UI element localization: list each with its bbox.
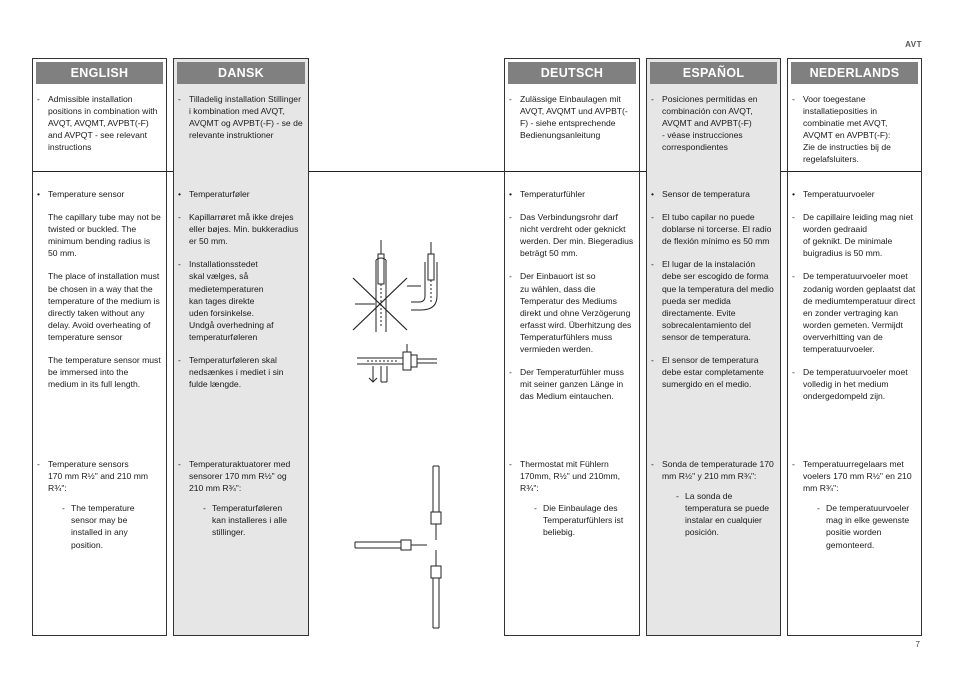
list-item: The temperature sensor must be immersed into the medium in its full length. [48, 355, 161, 390]
list-item: - Temperature sensors 170 mm R½" and 210 mm R¾": - The temperature sensor may be installed in any position. [33, 458, 166, 551]
sensor-length-section [33, 458, 166, 562]
sensor-length-section [788, 458, 921, 562]
list-item: - Temperaturaktuatorer med sensorer 170 mm R½" og 210 mm R¾": - Temperaturføleren kan installeres i alle stillinger. [174, 458, 308, 539]
sensor-length-section [647, 458, 780, 550]
sub-item: - La sonda de temperatura se puede instalar en cualquier posición. [676, 491, 770, 538]
column-espanol [646, 58, 781, 636]
list-item: - Das Verbindungsrohr darf nicht verdreht oder geknickt werden. Der min. Biegeradius beträgt 50 mm. [509, 212, 634, 259]
list-item: • Temperaturfühler [509, 189, 585, 199]
sensor-length-section [505, 458, 639, 550]
list-item: • Temperaturføler [178, 189, 250, 199]
list-item: - Voor toegestane installatieposities in combinatie met AVQT, AVQMT en AVPBT(-F): Zie de instructies bij de regelafsluiters. [792, 94, 891, 165]
list-item: - Tilladelig installation Stillinger i kombination med AVQT, AVQMT og AVPBT(-F) - se de relevante instruktioner [178, 94, 303, 141]
list-item: - Posiciones permitidas en combinación con AVQT, AVQMT and AVPBT(-F) - véase instrucciones correspondientes [651, 94, 758, 153]
list-item: - El tubo capilar no puede doblarse ni torcerse. El radio de flexión mínimo es 50 mm [651, 212, 772, 247]
sub-item: - De temperatuurvoeler mag in elke gewenste positie worden gemonteerd. [817, 503, 910, 550]
column-title: NEDERLANDS [791, 62, 918, 84]
sensor-fitting [431, 512, 441, 524]
column-title: DANSK [177, 62, 305, 84]
list-item: • Sensor de temperatura [651, 189, 750, 199]
sensor-fitting [401, 540, 411, 550]
column-title: DEUTSCH [508, 62, 636, 84]
sensor-fitting [431, 566, 441, 578]
column-deutsch [504, 58, 640, 636]
temperature-sensor-section [505, 188, 639, 413]
list-item: - Installationsstedet skal vælges, så medietemperaturen kan tages direkte uden forsinkelse. Undgå overhedning af temperaturføleren [178, 259, 274, 342]
list-item: The capillary tube may not be twisted or buckled. The minimum bending radius is 50 mm. [48, 212, 161, 259]
list-item: - De temperatuurvoeler moet volledig in het medium ondergedompeld zijn. [792, 367, 908, 402]
sensor-installation-illustration [345, 232, 450, 392]
list-item: The place of installation must be chosen in a way that the temperature of the medium is directly taken without any delay. Avoid overheating of temperature sensor [48, 271, 160, 342]
sensor-head [428, 254, 434, 280]
list-item: - Kapillarrøret må ikke drejes eller bøjes. Min. bukkeradius er 50 mm. [178, 212, 299, 247]
list-item: - Temperaturføleren skal nedsænkes i mediet i sin fulde længde. [178, 355, 284, 390]
list-item: - El lugar de la instalación debe ser escogido de forma que la temperatura del medio pueda ser medida directamente. Evite sobrecalentamiento del sensor de temperatura. [651, 259, 774, 342]
temperature-sensor-section [788, 188, 921, 413]
list-item: - Thermostat mit Fühlern 170mm, R½" und 210mm, R¾": - Die Einbaulage des Temperaturfühlers ist beliebig. [505, 458, 639, 539]
column-title: ENGLISH [36, 62, 163, 84]
list-item: - Sonda de temperaturade 170 mm R½" y 210 mm R¾": - La sonda de temperatura se puede instalar en cualquier posición. [651, 459, 774, 538]
sensor-fitting [403, 352, 411, 370]
column-english [32, 58, 167, 636]
list-item: - El sensor de temperatura debe estar completamente sumergido en el medio. [651, 355, 764, 390]
column-nederlands [787, 58, 922, 636]
list-item: • Temperature sensor [37, 189, 125, 199]
temperature-sensor-section [647, 188, 780, 401]
installation-positions-section [647, 93, 780, 164]
list-item: - Zulässige Einbaulagen mit AVQT, AVQMT und AVPBT(-F) - siehe entsprechende Bedienungsanleitung [509, 94, 628, 141]
installation-positions-section [788, 93, 921, 177]
installation-positions-section [505, 93, 639, 152]
temperature-sensor-section [33, 188, 166, 401]
list-item: - De capillaire leiding mag niet worden gedraaid of geknikt. De minimale buigradius is 50 mm. [792, 212, 913, 259]
list-item: • Temperatuurvoeler [792, 189, 875, 199]
temperature-sensor-section [174, 188, 308, 401]
column-dansk [173, 58, 309, 636]
sub-item: - Temperaturføleren kan installeres i alle stillinger. [203, 503, 287, 538]
sensor-length-section [174, 458, 308, 550]
list-item: - Admissible installation positions in combination with AVQT, AVQMT, AVPBT(-F) and AVPQT - see relevant instructions [37, 94, 158, 153]
list-item: - Der Einbauort ist so zu wählen, dass die Temperatur des Mediums direkt und ohne Verzögerung erfasst wird. Überhitzung des Temperaturfühlers muss vermieden werden. [509, 271, 632, 355]
document-code: AVT [905, 40, 922, 49]
page-number: 7 [915, 640, 920, 649]
installation-positions-section [174, 93, 308, 152]
installation-positions-section [33, 93, 166, 164]
sensor-any-position-illustration [353, 462, 448, 632]
column-title: ESPAÑOL [650, 62, 777, 84]
list-item: - Temperatuurregelaars met voelers 170 mm R½" en 210 mm R¾": - De temperatuurvoeler mag in elke gewenste positie worden gemonteerd. [788, 458, 921, 551]
sub-item: - The temperature sensor may be installed in any position. [62, 503, 135, 550]
sub-item: - Die Einbaulage des Temperaturfühlers ist beliebig. [534, 503, 624, 538]
list-item: - De temperatuurvoeler moet zodanig worden geplaatst dat de mediumtemperatuur direct en zonder vertraging kan worden gemeten. Vermijdt oververhitting van de temperatuurvoeler. [792, 271, 916, 355]
list-item: - Der Temperaturfühler muss mit seiner ganzen Länge in das Medium eintauchen. [509, 367, 624, 402]
